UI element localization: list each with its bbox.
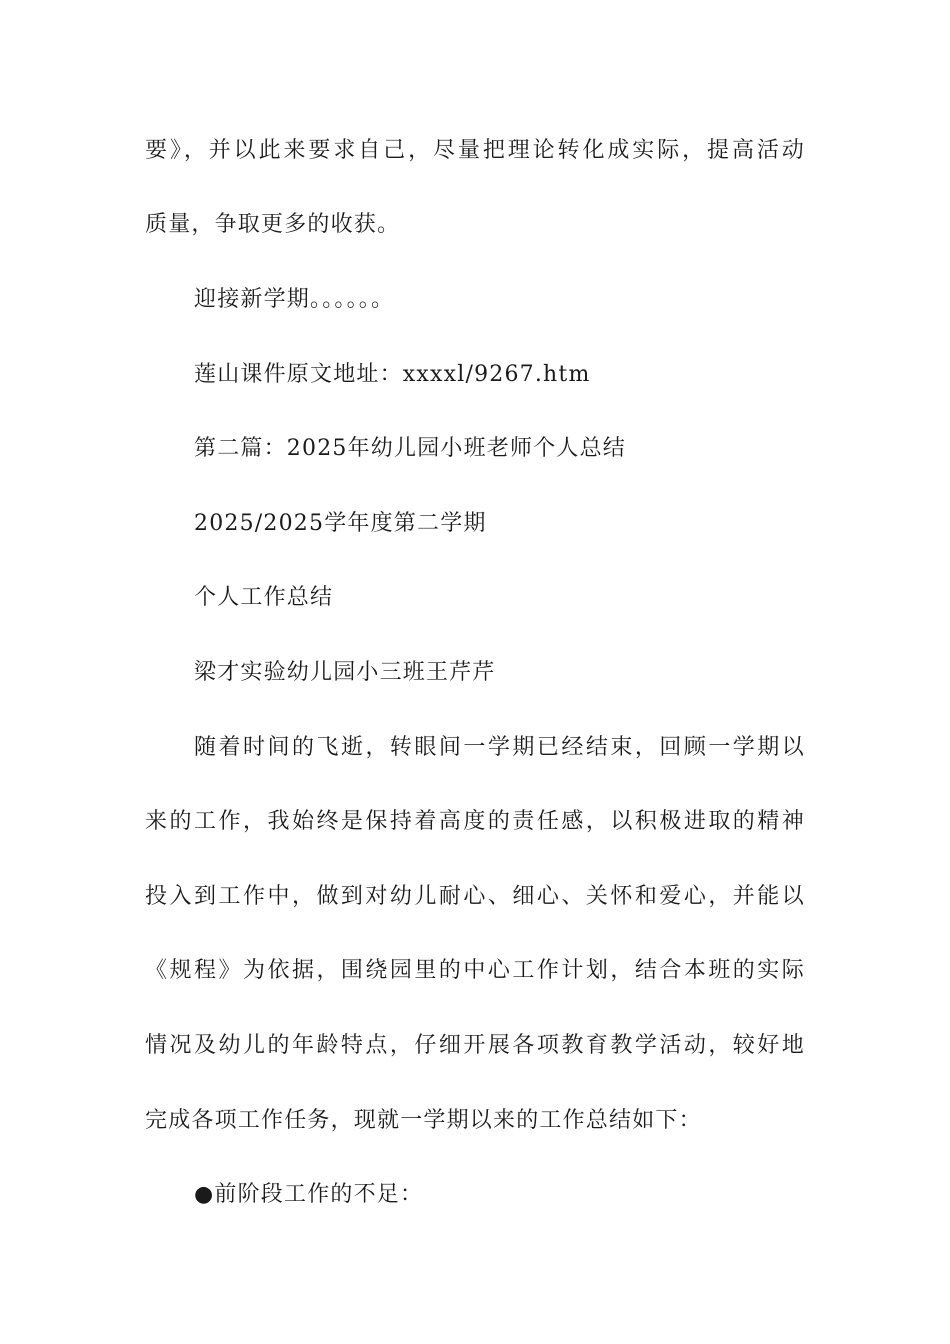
paragraph-line-6: 完成各项工作任务，现就一学期以来的工作总结如下： [145,1108,702,1133]
author-line: 梁才实验幼儿园小三班王芹芹 [194,660,496,685]
term-line: 2025/2025学年度第二学期 [194,511,487,536]
text-line-2: 质量，争取更多的收获。 [145,212,401,237]
source-url-line: 莲山课件原文地址：xxxxl/9267.htm [194,362,591,387]
paragraph-line-3: 投入到工作中，做到对幼儿耐心、细心、关怀和爱心，并能以 [145,884,805,909]
section-heading: 第二篇：2025年幼儿园小班老师个人总结 [194,436,626,461]
paragraph-line-1: 随着时间的飞逝，转眼间一学期已经结束，回顾一学期以 [194,735,805,760]
paragraph-line-2: 来的工作，我始终是保持着高度的责任感，以积极进取的精神 [145,809,805,834]
paragraph-line-5: 情况及幼儿的年龄特点，仔细开展各项教育教学活动，较好地 [145,1033,805,1058]
summary-title: 个人工作总结 [194,585,334,610]
text-line-3: 迎接新学期。。。。。。 [194,287,395,312]
text-line-1: 要》，并以此来要求自己，尽量把理论转化成实际，提高活动 [145,138,805,163]
paragraph-line-4: 《规程》为依据，围绕园里的中心工作计划，结合本班的实际 [145,958,805,983]
bullet-heading: ●前阶段工作的不足： [194,1182,424,1207]
